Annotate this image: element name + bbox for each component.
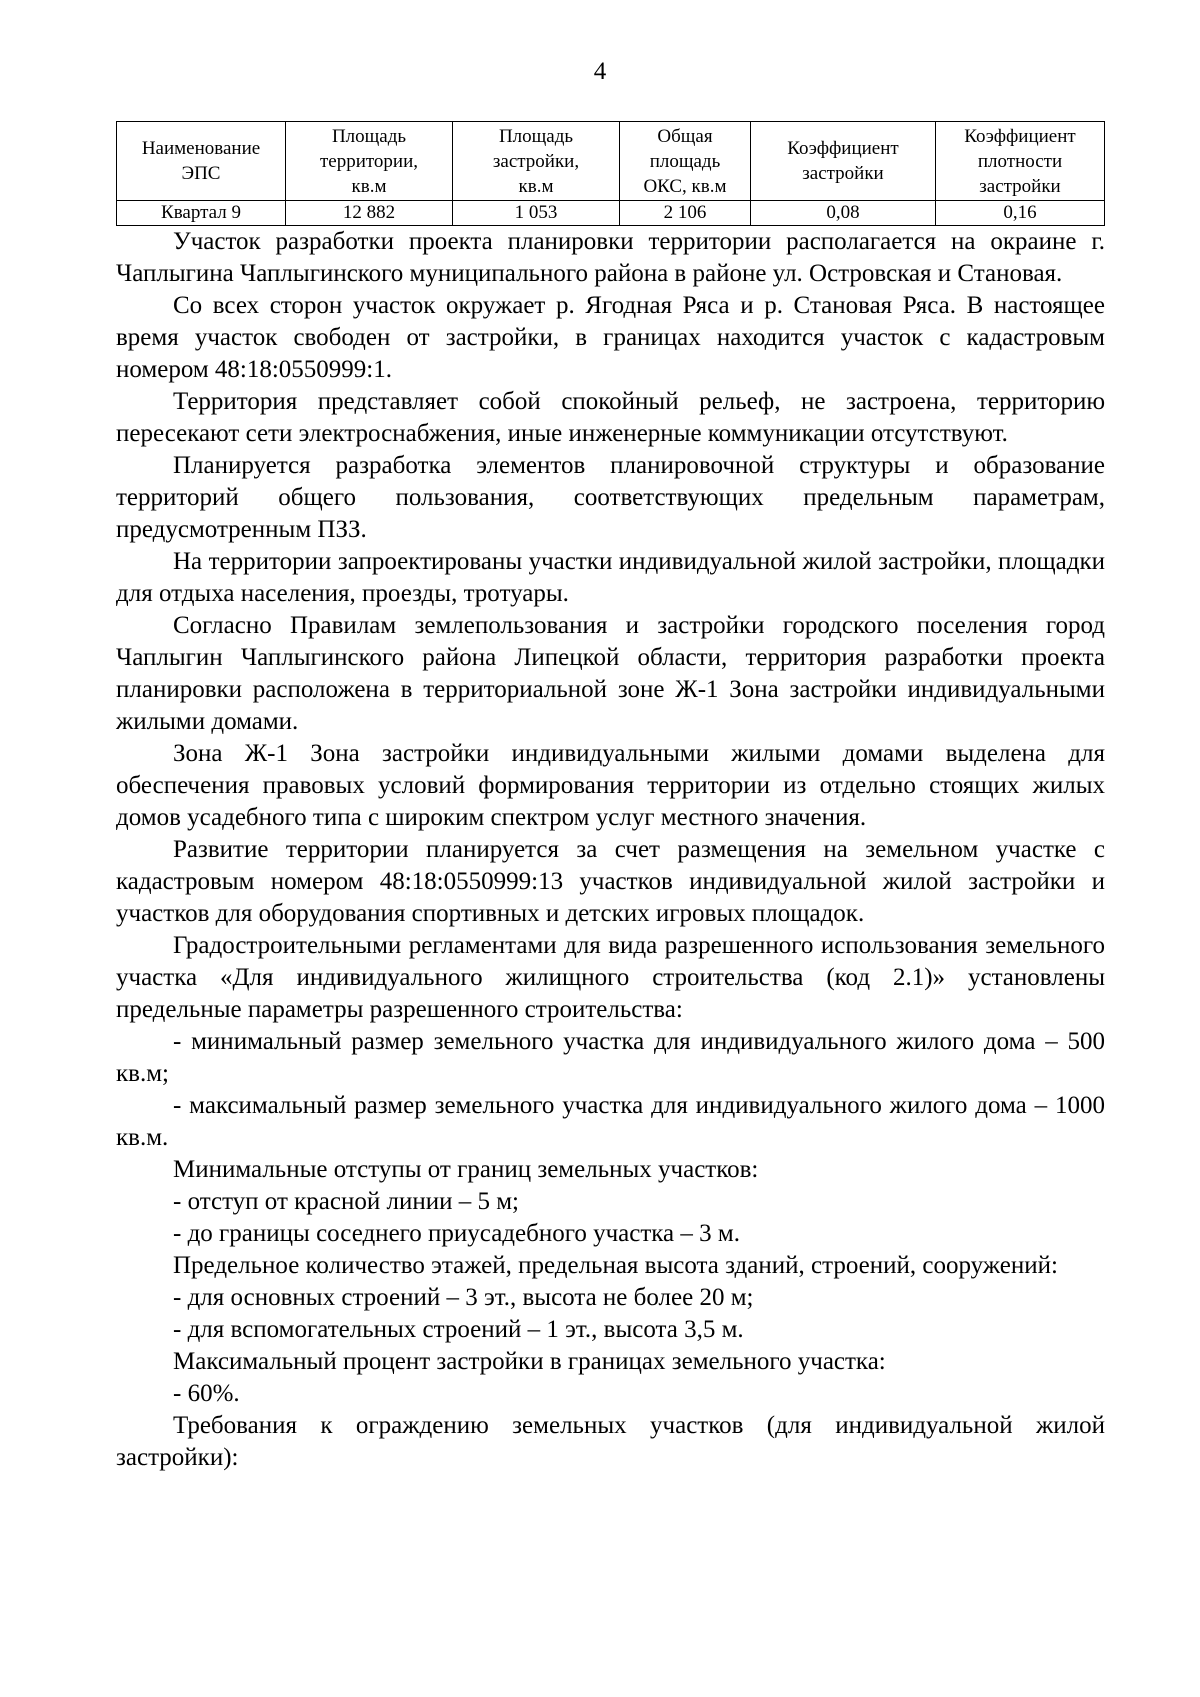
header-name: Наименование ЭПС <box>117 122 286 201</box>
paragraph: Максимальный процент застройки в границах земельного участка: <box>173 1348 886 1375</box>
header-density-coefficient: Коэффициент плотности застройки <box>936 122 1105 201</box>
table-cell: 12 882 <box>286 201 453 226</box>
paragraph: Участок разработки проекта планировки территории располагается на окраине г. Чаплыгина Чаплыгинского муниципального района в районе ул. Островская и Становая. <box>116 228 1105 287</box>
paragraph: Предельное количество этажей, предельная высота зданий, строений, сооружений: <box>173 1252 1058 1279</box>
table-cell: 2 106 <box>620 201 751 226</box>
header-building-area: Площадь застройки, кв.м <box>453 122 620 201</box>
header-territory-area: Площадь территории, кв.м <box>286 122 453 201</box>
table-cell: 1 053 <box>453 201 620 226</box>
paragraph: Требования к ограждению земельных участков (для индивидуальной жилой застройки): <box>116 1412 1105 1471</box>
document-body <box>116 226 1105 1474</box>
list-item: - минимальный размер земельного участка для индивидуального жилого дома – 500 кв.м; <box>116 1028 1105 1087</box>
list-item: - отступ от красной линии – 5 м; <box>173 1188 519 1215</box>
list-item: - максимальный размер земельного участка для индивидуального жилого дома – 1000 кв.м. <box>116 1092 1105 1151</box>
paragraph: Планируется разработка элементов планировочной структуры и образование территорий общего пользования, соответствующих предельным параметрам, предусмотренным ПЗЗ. <box>116 452 1105 543</box>
paragraph: Согласно Правилам землепользования и застройки городского поселения город Чаплыгин Чаплыгинского района Липецкой области, территория разработки проекта планировки расположена в территориальной зоне Ж-1 Зона застройки индивидуальными жилыми домами. <box>116 612 1105 735</box>
table-header-row <box>117 122 1105 201</box>
list-item: - для основных строений – 3 эт., высота не более 20 м; <box>173 1284 754 1311</box>
list-item: - до границы соседнего приусадебного участка – 3 м. <box>173 1220 740 1247</box>
table-cell: Квартал 9 <box>117 201 286 226</box>
list-item: - для вспомогательных строений – 1 эт., высота 3,5 м. <box>173 1316 744 1343</box>
table-row <box>117 201 1105 226</box>
table-cell: 0,08 <box>751 201 936 226</box>
paragraph: Территория представляет собой спокойный рельеф, не застроена, территорию пересекают сети электроснабжения, иные инженерные коммуникации отсутствуют. <box>116 388 1105 447</box>
header-building-coefficient: Коэффициент застройки <box>751 122 936 201</box>
paragraph: Минимальные отступы от границ земельных участков: <box>173 1156 759 1183</box>
paragraph: Развитие территории планируется за счет размещения на земельном участке с кадастровым номером 48:18:0550999:13 участков индивидуальной жилой застройки и участков для оборудования спортивных и детских игровых площадок. <box>116 836 1105 927</box>
paragraph: Зона Ж-1 Зона застройки индивидуальными жилыми домами выделена для обеспечения правовых условий формирования территории из отдельно стоящих жилых домов усадебного типа с широким спектром услуг местного значения. <box>116 740 1105 831</box>
paragraph: На территории запроектированы участки индивидуальной жилой застройки, площадки для отдыха населения, проезды, тротуары. <box>116 548 1105 607</box>
parameters-table <box>116 121 1105 226</box>
table-cell: 0,16 <box>936 201 1105 226</box>
header-total-area: Общая площадь ОКС, кв.м <box>620 122 751 201</box>
list-item: - 60%. <box>173 1380 240 1407</box>
paragraph: Со всех сторон участок окружает р. Ягодная Ряса и р. Становая Ряса. В настоящее время участок свободен от застройки, в границах находится участок с кадастровым номером 48:18:0550999:1. <box>116 292 1105 383</box>
page-number: 4 <box>593 58 607 85</box>
paragraph: Градостроительными регламентами для вида разрешенного использования земельного участка «Для индивидуального жилищного строительства (код 2.1)» установлены предельные параметры разрешенного строительства: <box>116 932 1105 1023</box>
